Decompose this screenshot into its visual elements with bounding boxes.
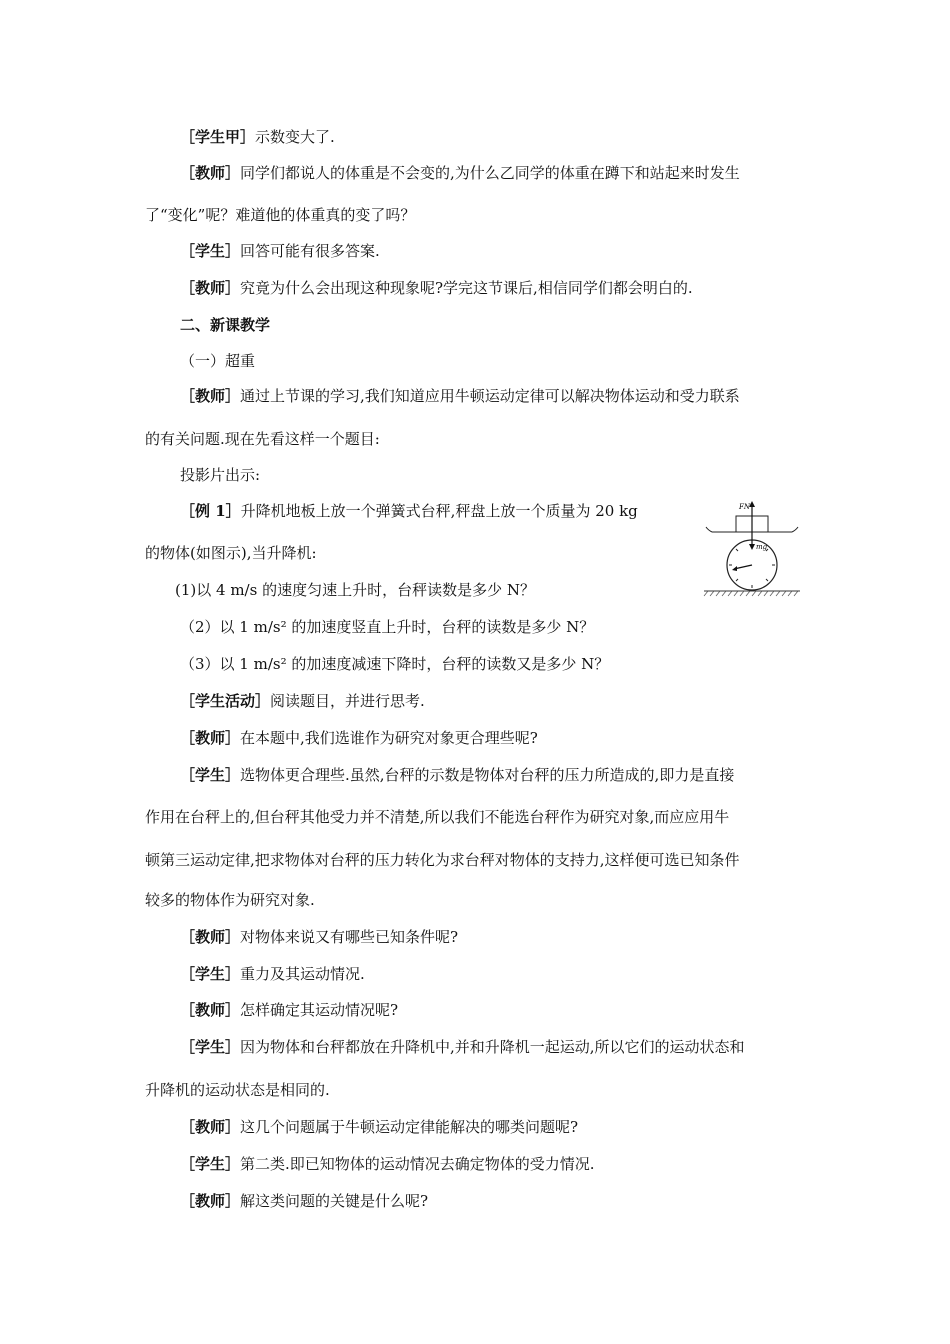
subsection-heading: （一）超重 xyxy=(180,352,256,370)
line-text: 阅读题目，并进行思考. xyxy=(270,692,425,710)
fn-label: FN xyxy=(739,503,750,511)
dialogue-line xyxy=(180,127,335,147)
line-text: 这几个问题属于牛顿运动定律能解决的哪类问题呢? xyxy=(240,1118,579,1136)
speaker-label: ［教师］ xyxy=(180,1192,241,1210)
speaker-label: ［学生活动］ xyxy=(180,692,271,710)
continuation-line: 顿第三运动定律,把求物体对台秤的压力转化为求台秤对物体的支持力,这样便可选已知条件 xyxy=(145,851,740,869)
ground-hatching xyxy=(704,591,798,596)
speaker-label: ［教师］ xyxy=(180,1001,241,1019)
speaker-label: ［教师］ xyxy=(180,387,241,405)
scale-diagram xyxy=(700,500,804,600)
speaker-label: ［学生］ xyxy=(180,1155,241,1173)
pan-left-edge xyxy=(706,527,712,532)
speaker-label: ［教师］ xyxy=(180,164,241,182)
line-text: 怎样确定其运动情况呢? xyxy=(240,1001,399,1019)
dialogue-line xyxy=(180,1191,428,1211)
paragraph-line: 投影片出示: xyxy=(180,466,261,484)
dialogue-line xyxy=(180,927,458,947)
dialogue-line xyxy=(180,765,734,785)
speaker-label: ［学生甲］ xyxy=(180,128,256,146)
continuation-line: 的有关问题.现在先看这样一个题目: xyxy=(145,430,380,448)
line-text: 对物体来说又有哪些已知条件呢? xyxy=(240,928,459,946)
continuation-line: 作用在台秤上的,但台秤其他受力并不清楚,所以我们不能选台秤作为研究对象,而应应用牛 xyxy=(145,808,730,826)
line-text: 在本题中,我们选谁作为研究对象更合理些呢? xyxy=(240,729,538,747)
dialogue-line xyxy=(180,1000,398,1020)
mg-label: mg xyxy=(756,543,768,551)
speaker-label: ［教师］ xyxy=(180,279,241,297)
line-text: 究竟为什么会出现这种现象呢?学完这节课后,相信同学们都会明白的. xyxy=(240,279,693,297)
question-2: （2）以 1 m/s² 的加速度竖直上升时，台秤的读数是多少 N？ xyxy=(180,618,595,636)
line-text: 升降机地板上放一个弹簧式台秤,秤盘上放一个质量为 20 kg xyxy=(240,502,638,520)
dialogue-line xyxy=(180,691,425,711)
example-label: ［例 1］ xyxy=(180,502,241,520)
continuation-line: 了“变化”呢？难道他的体重真的变了吗？ xyxy=(145,206,416,224)
speaker-label: ［学生］ xyxy=(180,965,241,983)
pan-right-edge xyxy=(792,527,798,532)
dialogue-line xyxy=(180,1037,745,1057)
speaker-label: ［学生］ xyxy=(180,766,241,784)
example-line xyxy=(180,501,638,521)
speaker-label: ［教师］ xyxy=(180,1118,241,1136)
speaker-label: ［教师］ xyxy=(180,928,241,946)
line-text: 因为物体和台秤都放在升降机中,并和升降机一起运动,所以它们的运动状态和 xyxy=(240,1038,745,1056)
question-3: （3）以 1 m/s² 的加速度减速下降时，台秤的读数又是多少 N？ xyxy=(180,655,610,673)
line-text: 同学们都说人的体重是不会变的,为什么乙同学的体重在蹲下和站起来时发生 xyxy=(240,164,740,182)
section-heading: 二、新课教学 xyxy=(180,316,271,334)
line-text: 示数变大了. xyxy=(255,128,335,146)
dialogue-line xyxy=(180,241,380,261)
continuation-line: 较多的物体作为研究对象. xyxy=(145,891,315,909)
line-text: 选物体更合理些.虽然,台秤的示数是物体对台秤的压力所造成的,即力是直接 xyxy=(240,766,735,784)
continuation-line: 的物体(如图示),当升降机: xyxy=(145,544,317,562)
question-1: (1)以 4 m/s 的速度匀速上升时，台秤读数是多少 N？ xyxy=(175,581,535,599)
continuation-line: 升降机的运动状态是相同的. xyxy=(145,1081,330,1099)
line-text: 解这类问题的关键是什么呢? xyxy=(240,1192,429,1210)
speaker-label: ［学生］ xyxy=(180,1038,241,1056)
speaker-label: ［学生］ xyxy=(180,242,241,260)
dialogue-line xyxy=(180,1154,595,1174)
dialogue-line xyxy=(180,728,538,748)
line-text: 回答可能有很多答案. xyxy=(240,242,380,260)
dialogue-line xyxy=(180,278,693,298)
dialogue-line xyxy=(180,163,740,183)
speaker-label: ［教师］ xyxy=(180,729,241,747)
dialogue-line xyxy=(180,1117,578,1137)
line-text: 通过上节课的学习,我们知道应用牛顿运动定律可以解决物体运动和受力联系 xyxy=(240,387,740,405)
line-text: 重力及其运动情况. xyxy=(240,965,365,983)
dialogue-line xyxy=(180,964,365,984)
line-text: 第二类.即已知物体的运动情况去确定物体的受力情况. xyxy=(240,1155,595,1173)
dialogue-line xyxy=(180,386,740,406)
